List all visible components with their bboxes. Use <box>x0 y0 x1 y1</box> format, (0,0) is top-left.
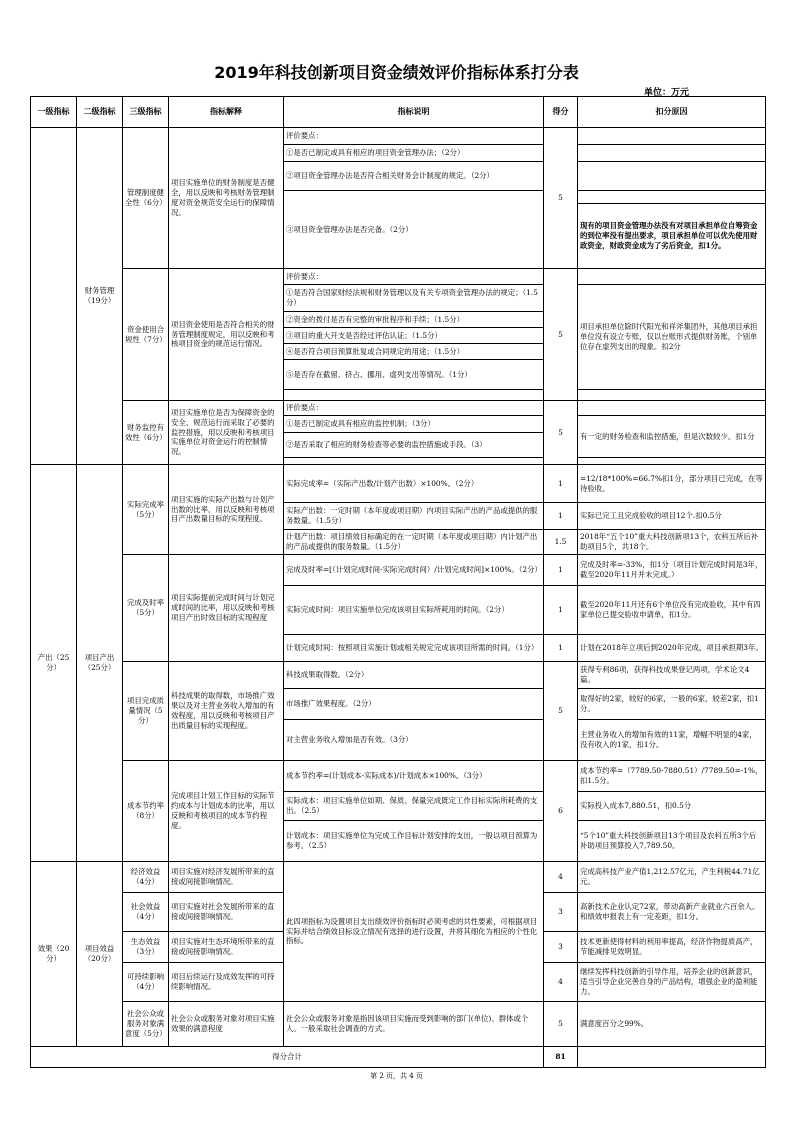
indicator-explanation: 项目资金使用是否符合相关的财务管理制度规定，用以反映和考核项目资金的规范运行情况。 <box>169 269 284 401</box>
indicator-description: ②项目资金管理办法是否符合相关财务会计制度的规定。（2分） <box>284 162 544 191</box>
score-cell: 3 <box>544 932 578 963</box>
level3-cell: 管理制度健全性（6分） <box>123 128 169 269</box>
deduction-reason <box>578 269 766 285</box>
deduction-reason: 截至2020年11月还有6个单位没有完成验收，其中有四家单位已提交验收申请单，扣1分。 <box>578 586 766 635</box>
level3-cell: 实际完成率（5分） <box>123 465 169 555</box>
indicator-description: ③项目资金管理办法是否完备。（2分） <box>284 191 544 269</box>
indicator-description <box>284 458 544 465</box>
deduction-reason: 2018年“五个10”重大科技创新项13个，农科五所后补助项目5个，共18个。 <box>578 530 766 555</box>
table-row <box>31 862 766 893</box>
indicator-description: 实际完成时间：项目实施单位完成该项目实际所耗用的时间。（2分） <box>284 586 544 635</box>
deduction-reason: 高新技术企业认定72家，带动高新产业就业六百余人。和绩效申报表上有一定差距，扣1分。 <box>578 893 766 932</box>
table-row <box>31 465 766 503</box>
level3-cell: 资金使用合规性（7分） <box>123 269 169 401</box>
indicator-description: ⑤是否存在截留、挤占、挪用、虚列支出等情况。（1分） <box>284 360 544 390</box>
indicator-description: 实际产出数：一定时期（本年度或项目期）内项目实际产出的产品或提供的服务数量。（1.5分） <box>284 503 544 530</box>
indicator-description <box>284 390 544 401</box>
total-label: 得分合计 <box>31 1047 544 1068</box>
level2-cell: 项目效益（20分） <box>77 862 123 1047</box>
table-row <box>31 1002 766 1047</box>
indicator-description: 实际成本：项目实施单位如期、保质、保量完成既定工作目标实际所耗费的支出。（2.5） <box>284 792 544 821</box>
total-row <box>31 1047 766 1068</box>
score-cell: 1 <box>544 503 578 530</box>
table-row <box>31 269 766 285</box>
score-table <box>30 96 766 1068</box>
table-row <box>31 401 766 416</box>
indicator-explanation: 项目实施对经济发展所带来的直接或间接影响情况。 <box>169 862 284 893</box>
level3-cell: 成本节约率（8分） <box>123 761 169 862</box>
level2-cell: 项目产出（25分） <box>77 465 123 862</box>
score-cell: 1.5 <box>544 530 578 555</box>
col-header-l3: 三级指标 <box>123 97 169 128</box>
level3-cell: 项目完成质量情况（5分） <box>123 662 169 761</box>
indicator-explanation: 项目实施对社会发展所带来的直接或间接影响情况。 <box>169 893 284 932</box>
deduction-reason <box>578 401 766 416</box>
deduction-reason: 获得专利86项，获得科技成果登记两项，学术论文4篇。 <box>578 662 766 689</box>
level1-cell: 产出（25分） <box>31 465 77 862</box>
indicator-description: ③项目的重大开支是否经过评估认证；（1.5分） <box>284 328 544 344</box>
col-header-explain: 指标解释 <box>169 97 284 128</box>
deduction-reason <box>578 128 766 145</box>
indicator-description: 计划产出数：项目绩效目标确定的在一定时期（本年度或项目期）内计划产出的产品或提供的服务数量。（1.5分） <box>284 530 544 555</box>
score-cell: 3 <box>544 893 578 932</box>
score-cell: 4 <box>544 963 578 1002</box>
col-header-desc: 指标说明 <box>284 97 544 128</box>
total-score: 81 <box>544 1047 578 1068</box>
indicator-description: 社会公众或服务对象是指因该项目实施而受到影响的部门(单位)、群体或个人。一般采取社会调查的方式。 <box>284 1002 544 1047</box>
indicator-explanation: 项目后续运行及成效发挥的可持续影响情况。 <box>169 963 284 1002</box>
level2-cell: 财务管理（19分） <box>77 128 123 465</box>
table-row <box>31 128 766 145</box>
indicator-explanation: 项目实际提前完成时间与计划完成时间的比率，用以反映和考核项目产出时效目标的实现程度 <box>169 555 284 662</box>
deduction-reason: 取得好的2家，较好的6家，一般的6家，较差2家，扣1分。 <box>578 689 766 720</box>
indicator-description: 市场推广效果程度。（2分） <box>284 689 544 720</box>
indicator-description: ②资金的拨付是否有完整的审批程序和手续；（1.5分） <box>284 312 544 328</box>
deduction-reason: =12/18*100%=66.7%扣1分，部分项目已完成，在等待验收。 <box>578 465 766 503</box>
level1-cell <box>31 128 77 465</box>
score-cell: 5 <box>544 401 578 465</box>
deduction-reason: 实际已完工且完成验收的项目12个.扣0.5分 <box>578 503 766 530</box>
level3-cell: 社会公众或服务对象满意度（5分） <box>123 1002 169 1047</box>
header-row <box>31 97 766 128</box>
indicator-explanation: 项目实施单位是否为保障资金的安全、规范运行而采取了必要的监控措施，用以反映和考核项目实施单位对资金运行的控制情况。 <box>169 401 284 465</box>
level1-cell: 效果（20分） <box>31 862 77 1047</box>
score-cell: 1 <box>544 465 578 503</box>
indicator-description: 计划完成时间：按照项目实施计划或相关规定完成该项目所需的时间。（1分） <box>284 635 544 662</box>
indicator-description: 实际完成率=（实际产出数/计划产出数）×100%。（2分） <box>284 465 544 503</box>
table-row <box>31 555 766 586</box>
indicator-description: ①是否已制定或具有相应的项目资金管理办法；（2分） <box>284 145 544 162</box>
deduction-reason: 主营业务收入的增加有效的11家，增幅不明显的4家，没有收入的1家，扣1分。 <box>578 720 766 761</box>
deduction-reason: 计划在2018年立项后到2020年完成，项目承担期3年。 <box>578 635 766 662</box>
indicator-description: 对主营业务收入增加是否有效。（3分） <box>284 720 544 761</box>
indicator-explanation: 项目实施的实际产出数与计划产出数的比率，用以反映和考核项目产出数量目标的实现程度。 <box>169 465 284 555</box>
indicator-description: 完成及时率=[（计划完成时间-实际完成时间）/计划完成时间]×100%。（2分） <box>284 555 544 586</box>
indicator-explanation: 项目实施对生态环境所带来的直接或间接影响情况。 <box>169 932 284 963</box>
indicator-description: 成本节约率=(计划成本-实际成本)/计划成本×100%。（3分） <box>284 761 544 792</box>
indicator-description: ①是否已制定或具有相应的监控机制；（3分） <box>284 416 544 433</box>
score-cell: 5 <box>544 1002 578 1047</box>
indicator-description: ②是否采取了相应的财务检查等必要的监控措施或手段。（3） <box>284 433 544 458</box>
indicator-description: ④是否符合项目预算批复或合同规定的用途；（1.5分） <box>284 344 544 360</box>
score-cell: 5 <box>544 269 578 401</box>
deduction-reason <box>578 390 766 401</box>
level3-cell: 社会效益（4分） <box>123 893 169 932</box>
page-footer: 第 2 页，共 4 页 <box>370 1072 423 1080</box>
indicator-explanation: 社会公众或服务对象对项目实施效果的满意程度 <box>169 1002 284 1047</box>
col-header-l2: 二级指标 <box>77 97 123 128</box>
deduction-reason <box>578 191 766 204</box>
indicator-description: 科技成果取得数。（2分） <box>284 662 544 689</box>
score-cell: 5 <box>544 128 578 269</box>
col-header-reason: 扣分原因 <box>578 97 766 128</box>
deduction-reason: 满意度百分之99%。 <box>578 1002 766 1047</box>
level3-cell: 财务监控有效性（6分） <box>123 401 169 465</box>
indicator-explanation: 完成项目计划工作目标的实际节约成本与计划成本的比率，用以反映和考核项目的成本节约程度。 <box>169 761 284 862</box>
score-cell: 6 <box>544 761 578 862</box>
indicator-explanation: 科技成果的取得数，市场推广效果以及对主营业务收入增加的有效程度，用以反映和考核项目产出质量目标的实现程度。 <box>169 662 284 761</box>
score-cell: 1 <box>544 586 578 635</box>
indicator-description: ①是否符合国家财经法规和财务管理以及有关专项资金管理办法的规定；（1.5分） <box>284 285 544 312</box>
indicator-explanation: 项目实施单位的财务制度是否健全，用以反映和考核财务管理制度对资金规范安全运行的保障情况。 <box>169 128 284 269</box>
unit-label: 单位：万元 <box>644 88 690 98</box>
score-cell: 4 <box>544 862 578 893</box>
indicator-description: 此四项指标为设置项目支出绩效评价指标时必须考虑的共性要素，可根据项目实际并结合绩效目标设立情况有选择的进行设置，并将其细化为相应的个性化指标。 <box>284 862 544 1002</box>
table-row <box>31 662 766 689</box>
indicator-description: 评价要点： <box>284 269 544 285</box>
deduction-reason: 完成及时率=-33%，扣1分（项目计划完成时间是3年，截至2020年11月并未完成。） <box>578 555 766 586</box>
deduction-reason: 有一定的财务检查和监控措施，但是次数较少。扣1分 <box>578 416 766 458</box>
col-header-score: 得分 <box>544 97 578 128</box>
total-reason <box>578 1047 766 1068</box>
col-header-l1: 一级指标 <box>31 97 77 128</box>
deduction-reason: 技术更新使得材料的利用率提高，经济作物提质高产，节能减排见效明显。 <box>578 932 766 963</box>
level3-cell: 经济效益（4分） <box>123 862 169 893</box>
indicator-description: 评价要点： <box>284 401 544 416</box>
deduction-reason: 项目承担单位除时代阳光和祥斧集团外，其他项目承担单位没有设立专账，仅以台账形式提供财务账，个别单位存在虚列支出的现象。扣2分 <box>578 285 766 390</box>
deduction-reason <box>578 458 766 465</box>
score-cell: 5 <box>544 662 578 761</box>
deduction-reason: “5个10”重大科技创新项目13个项目及农科五所3个后补助项目预算投入7,789.50。 <box>578 821 766 862</box>
deduction-reason: 实际投入成本7,880.51，扣0.5分 <box>578 792 766 821</box>
level3-cell: 可持续影响（4分） <box>123 963 169 1002</box>
deduction-reason: 现有的项目资金管理办法没有对项目承担单位自筹资金的到位率没有提出要求，项目承担单位可以优先使用财政资金，财政资金成为了劣后资金，扣1分。 <box>578 204 766 269</box>
deduction-reason: 完成高科技产业产值1,212.57亿元，产生利税44.71亿元。 <box>578 862 766 893</box>
deduction-reason: 成本节约率=（7789.50-7880.51）/7789.50=-1%，扣1.5分。 <box>578 761 766 792</box>
indicator-description: 计划成本：项目实施单位为完成工作目标计划安排的支出，一般以项目预算为参考。（2.5） <box>284 821 544 862</box>
deduction-reason <box>578 162 766 191</box>
indicator-description: 评价要点： <box>284 128 544 145</box>
document-title: 2019年科技创新项目资金绩效评价指标体系打分表 <box>214 63 579 82</box>
level3-cell: 生态效益（3分） <box>123 932 169 963</box>
deduction-reason: 继续发挥科技创新的引导作用，培养企业的创新意识，适当引导企业完善自身的产品结构，增强企业的盈利能力。 <box>578 963 766 1002</box>
deduction-reason <box>578 145 766 162</box>
score-cell: 1 <box>544 635 578 662</box>
level3-cell: 完成及时率（5分） <box>123 555 169 662</box>
score-cell: 1 <box>544 555 578 586</box>
table-row <box>31 761 766 792</box>
